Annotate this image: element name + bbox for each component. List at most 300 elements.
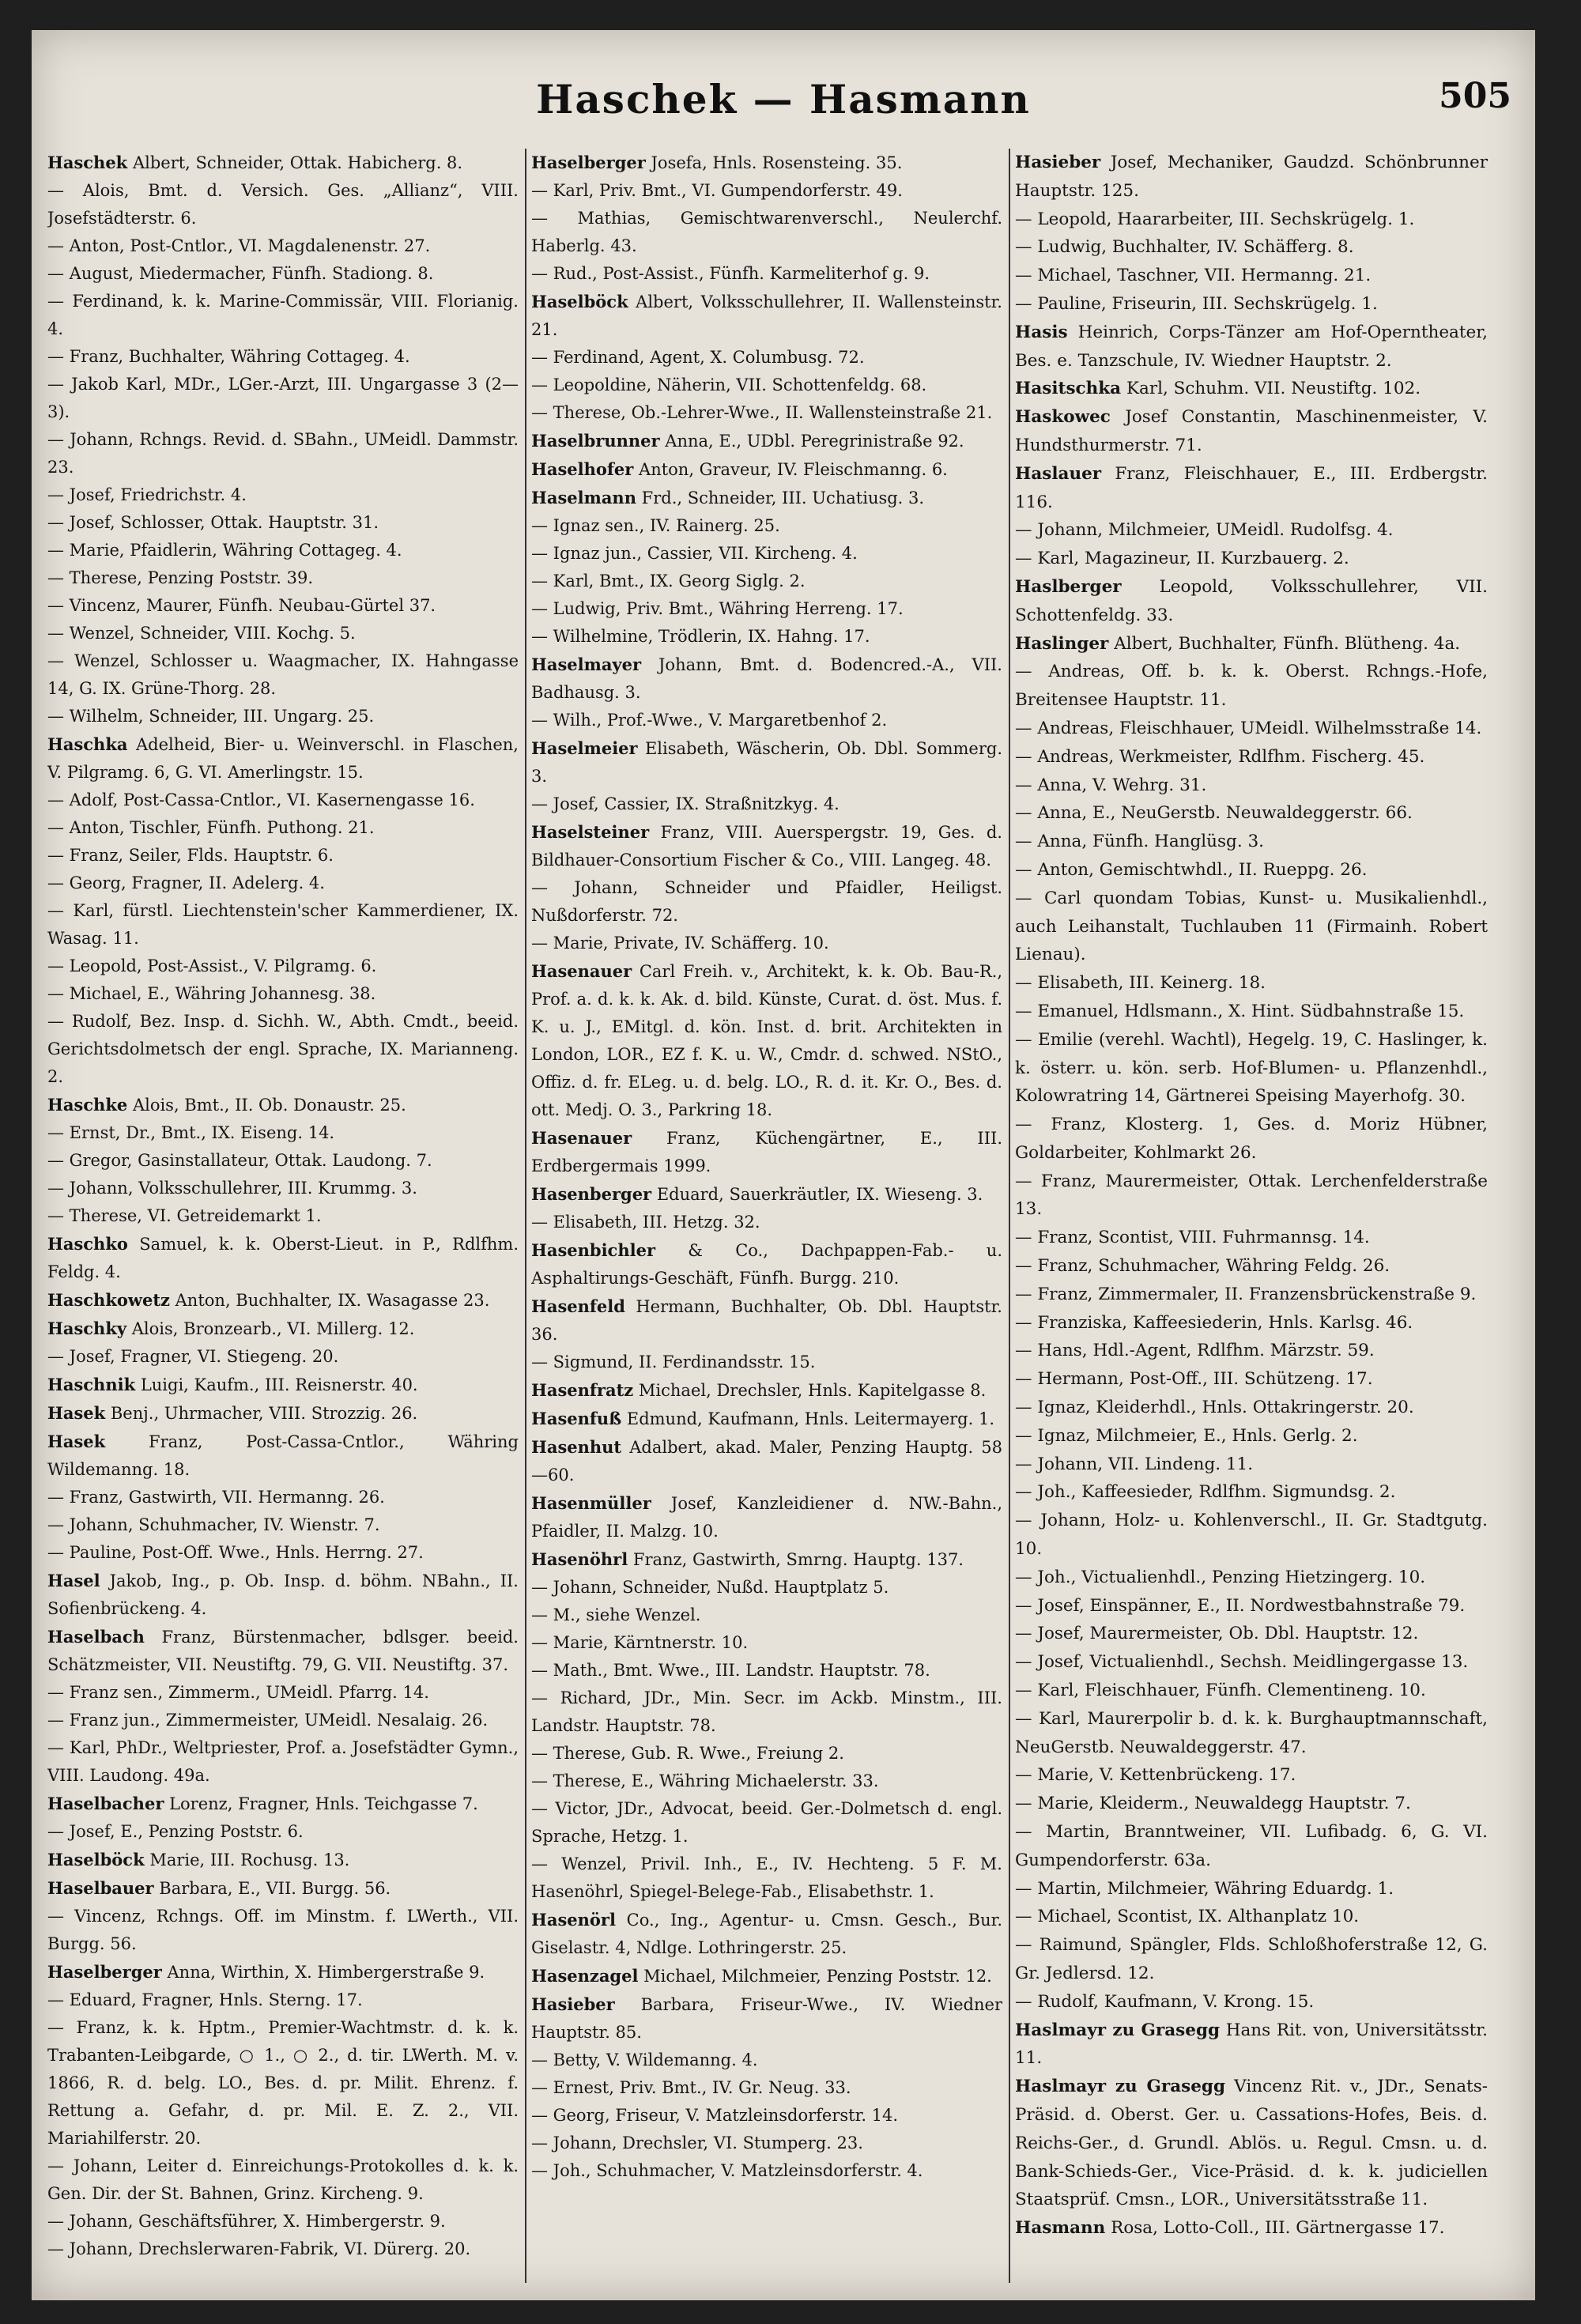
page-header: [32, 30, 1535, 125]
directory-entry: [531, 874, 1002, 930]
entry-text: — Johann, Rchngs. Revid. d. SBahn., UMeidl. Dammstr. 23.: [47, 430, 519, 477]
directory-entry: [1015, 1507, 1488, 1564]
directory-entry: [1015, 375, 1488, 403]
directory-entry: [47, 897, 519, 953]
directory-entry: [1015, 1564, 1488, 1592]
entry-text: — Georg, Fragner, II. Adelerg. 4.: [47, 873, 325, 892]
directory-entry: [47, 814, 519, 842]
entry-text: — Karl, Fleischhauer, Fünfh. Clementineng. 10.: [1015, 1681, 1426, 1701]
entry-surname: Hasenfratz: [531, 1380, 634, 1400]
directory-entry: [47, 1343, 519, 1371]
entry-surname: Hasenmüller: [531, 1493, 651, 1513]
entry-text: — Ignaz, Milchmeier, E., Hnls. Gerlg. 2.: [1015, 1425, 1358, 1446]
entry-surname: Hasenhut: [531, 1437, 622, 1457]
entry-text: — Mathias, Gemischtwarenverschl., Neulerchf. Haberlg. 43.: [531, 209, 1002, 255]
directory-entry: [531, 1906, 1002, 1962]
directory-entry: [1015, 743, 1488, 772]
column-divider: [1009, 149, 1010, 2283]
entry-text: — Karl, Bmt., IX. Georg Siglg. 2.: [531, 572, 806, 590]
entry-text: Rosa, Lotto-Coll., III. Gärtnergasse 17.: [1111, 2218, 1445, 2239]
entry-surname: Hasieber: [531, 1994, 615, 2014]
column-1: [47, 149, 519, 2287]
directory-entry: [531, 1685, 1002, 1740]
directory-entry: [531, 399, 1002, 427]
entry-surname: Hasenfuß: [531, 1409, 622, 1428]
entry-text: — Alois, Bmt. d. Versich. Ges. „Allianz“, VIII. Josefstädterstr. 6.: [47, 181, 519, 228]
entry-surname: Haselsteiner: [531, 822, 650, 842]
directory-entry: [531, 930, 1002, 957]
directory-entry: [1015, 1790, 1488, 1818]
entry-surname: Haslinger: [1015, 633, 1109, 654]
directory-entry: [531, 1236, 1002, 1292]
entry-text: Alois, Bmt., II. Ob. Donaustr. 25.: [132, 1096, 406, 1115]
directory-entry: [1015, 403, 1488, 460]
entry-text: — Emilie (verehl. Wachtl), Hegelg. 19, C. Haslinger, k. k. österr. u. kön. serb. Hof-Blumen- u. Pflanzenhdl., Kolowratring 14, Gärtnerei Speising Mayerhofg. 30.: [1015, 1029, 1488, 1107]
directory-entry: [531, 1349, 1002, 1376]
entry-surname: Hasenöhrl: [531, 1549, 628, 1569]
entry-text: — Vincenz, Rchngs. Off. im Minstm. f. LWerth., VII. Burgg. 56.: [47, 1907, 519, 1953]
entry-text: — Franz, Schuhmacher, Währing Feldg. 26.: [1015, 1256, 1390, 1277]
directory-entry: [531, 1768, 1002, 1795]
entry-text: — Ludwig, Priv. Bmt., Währing Herreng. 17.: [531, 599, 904, 618]
entry-surname: Haslberger: [1015, 576, 1122, 597]
directory-entry: [47, 1484, 519, 1511]
directory-entry: [47, 2235, 519, 2263]
entry-text: — Johann, Volksschullehrer, III. Krummg. 3.: [47, 1179, 417, 1198]
entry-text: Adalbert, akad. Maler, Penzing Hauptg. 58—60.: [531, 1438, 1002, 1485]
entry-text: — Johann, Leiter d. Einreichungs-Protokolles d. k. k. Gen. Dir. der St. Bahnen, Grinz. Kircheng. 9.: [47, 2156, 519, 2203]
directory-entry: [531, 344, 1002, 372]
entry-text: — Andreas, Off. b. k. k. Oberst. Rchngs.-Hofe, Breitensee Hauptstr. 11.: [1015, 662, 1488, 711]
entry-text: — Johann, Schneider und Pfaidler, Heiligst. Nußdorferstr. 72.: [531, 878, 1002, 925]
entry-text: Benj., Uhrmacher, VIII. Strozzig. 26.: [110, 1404, 418, 1423]
directory-entry: [47, 703, 519, 730]
entry-text: — Marie, Pfaidlerin, Währing Cottageg. 4.: [47, 541, 402, 560]
entry-text: — Josef, Einspänner, E., II. Nordwestbahnstraße 79.: [1015, 1595, 1466, 1616]
entry-text: — Joh., Kaffeesieder, Rdlfhm. Sigmundsg. 2.: [1015, 1482, 1396, 1503]
entry-text: Franz, Gastwirth, Smrng. Hauptg. 137.: [632, 1550, 964, 1569]
entry-text: Frd., Schneider, III. Uchatiusg. 3.: [641, 489, 925, 507]
entry-text: — Franz jun., Zimmermeister, UMeidl. Nesalaig. 26.: [47, 1711, 489, 1730]
directory-entry: [531, 540, 1002, 568]
entry-text: Hans Rit. von, Universitätsstr. 11.: [1015, 2020, 1488, 2069]
directory-entry: [47, 1399, 519, 1428]
entry-text: — Marie, Kärntnerstr. 10.: [531, 1633, 749, 1652]
directory-entry: [531, 1489, 1002, 1545]
entry-text: — Rudolf, Kaufmann, V. Krong. 15.: [1015, 1991, 1315, 2012]
directory-entry: [531, 1433, 1002, 1489]
entry-text: — Franz, Gastwirth, VII. Hermanng. 26.: [47, 1488, 385, 1507]
directory-entry: [1015, 1365, 1488, 1394]
entry-text: — Leopoldine, Näherin, VII. Schottenfeldg. 68.: [531, 375, 927, 394]
entry-text: — Anton, Tischler, Fünfh. Puthong. 21.: [47, 818, 375, 837]
column-2: [531, 149, 1002, 2287]
entry-text: Franz, Küchengärtner, E., III. Erdbergermais 1999.: [531, 1129, 1002, 1175]
directory-entry: [1015, 233, 1488, 262]
entry-surname: Hasenauer: [531, 1128, 632, 1148]
entry-surname: Haschke: [47, 1095, 128, 1115]
entry-text: — Ferdinand, Agent, X. Columbusg. 72.: [531, 348, 865, 367]
directory-entry: [47, 1371, 519, 1399]
entry-surname: Haselbauer: [47, 1878, 154, 1898]
entry-text: Michael, Drechsler, Hnls. Kapitelgasse 8.: [638, 1381, 987, 1400]
entry-text: — Ernest, Priv. Bmt., IV. Gr. Neug. 33.: [531, 2078, 851, 2097]
directory-entry: [531, 1180, 1002, 1209]
directory-entry: [531, 1740, 1002, 1768]
directory-entry: [47, 1147, 519, 1175]
directory-entry: [531, 1962, 1002, 1990]
directory-entry: [531, 177, 1002, 205]
directory-entry: [1015, 1988, 1488, 2017]
entry-text: Barbara, Friseur-Wwe., IV. Wiedner Hauptstr. 85.: [531, 1995, 1002, 2042]
entry-text: — Leopold, Post-Assist., V. Pilgramg. 6.: [47, 956, 377, 975]
directory-entry: [47, 232, 519, 260]
directory-entry: [531, 149, 1002, 177]
directory-entry: [47, 870, 519, 897]
entry-text: — Michael, Taschner, VII. Hermanng. 21.: [1015, 266, 1372, 286]
directory-entry: [531, 707, 1002, 734]
entry-text: — August, Miedermacher, Fünfh. Stadiong. 8.: [47, 264, 434, 283]
entry-text: — Wilhelmine, Trödlerin, IX. Hahng. 17.: [531, 627, 870, 646]
directory-entry: [531, 2102, 1002, 2130]
entry-text: — Franz, Klosterg. 1, Ges. d. Moriz Hübner, Goldarbeiter, Kohlmarkt 26.: [1015, 1115, 1488, 1163]
directory-entry: [1015, 1478, 1488, 1507]
directory-entry: [47, 1986, 519, 2014]
entry-text: — Michael, E., Währing Johannesg. 38.: [47, 984, 376, 1003]
entry-surname: Hasek: [47, 1432, 106, 1451]
entry-surname: Haselböck: [531, 292, 628, 311]
entry-text: — Math., Bmt. Wwe., III. Landstr. Hauptstr. 78.: [531, 1661, 930, 1680]
directory-entry: [47, 647, 519, 703]
entry-surname: Haslmayr zu Grasegg: [1015, 2077, 1225, 2097]
entry-surname: Haselhofer: [531, 459, 634, 479]
directory-entry: [47, 426, 519, 481]
entry-surname: Haselberger: [47, 1962, 162, 1982]
entry-surname: Hasenauer: [531, 961, 632, 981]
entry-text: — Ludwig, Buchhalter, IV. Schäfferg. 8.: [1015, 237, 1354, 258]
directory-entry: [47, 1790, 519, 1818]
directory-entry: [1015, 630, 1488, 658]
directory-entry: [1015, 516, 1488, 545]
entry-text: — Elisabeth, III. Keinerg. 18.: [1015, 973, 1266, 994]
directory-entry: [47, 1230, 519, 1286]
directory-entry: [531, 1405, 1002, 1433]
entry-surname: Haselbrunner: [531, 431, 660, 451]
directory-entry: [47, 2014, 519, 2152]
entry-text: — Johann, Drechslerwaren-Fabrik, VI. Dürerg. 20.: [47, 2239, 471, 2258]
directory-entry: [1015, 206, 1488, 234]
entry-surname: Hasmann: [1015, 2218, 1106, 2239]
entry-text: — Anton, Gemischtwhdl., II. Rueppg. 26.: [1015, 859, 1368, 880]
directory-entry: [531, 790, 1002, 818]
entry-text: — Ignaz, Kleiderhdl., Hnls. Ottakringerstr. 20.: [1015, 1398, 1414, 1418]
entry-text: Albert, Schneider, Ottak. Habicherg. 8.: [132, 153, 463, 172]
entry-text: — Leopold, Haararbeiter, III. Sechskrügelg. 1.: [1015, 209, 1415, 229]
directory-entry: [1015, 1026, 1488, 1111]
directory-entry: [47, 1567, 519, 1623]
directory-entry: [47, 177, 519, 232]
directory-entry: [531, 1990, 1002, 2047]
entry-text: — Franz, k. k. Hptm., Premier-Wachtmstr. d. k. k. Trabanten-Leibgarde, ○ 1., ○ 2., d. tir. LWerth. M. v. 1866, R. d. belg. LO., Bes. d. pr. Milit. Ehrenz. f. Rettung a. Gefahr, d. pr. Mil. E. Z. 2., VII. Mariahilferstr. 20.: [47, 2018, 519, 2148]
entry-text: — Rudolf, Bez. Insp. d. Sichh. W., Abth. Cmdt., beeid. Gerichtsdolmetsch der engl. Sprache, IX. Marianneng. 2.: [47, 1012, 519, 1086]
entry-surname: Hasenzagel: [531, 1966, 639, 1986]
directory-entry: [531, 372, 1002, 399]
entry-text: — Johann, Milchmeier, UMeidl. Rudolfsg. 4.: [1015, 520, 1394, 541]
entry-text: — Adolf, Post-Cassa-Cntlor., VI. Kasernengasse 16.: [47, 790, 475, 809]
directory-entry: [47, 1119, 519, 1147]
directory-entry: [47, 1315, 519, 1343]
directory-entry: [1015, 1168, 1488, 1224]
directory-entry: [1015, 1337, 1488, 1365]
directory-entry: [531, 595, 1002, 623]
directory-entry: [531, 2130, 1002, 2157]
entry-text: — Elisabeth, III. Hetzg. 32.: [531, 1213, 760, 1232]
entry-text: Samuel, k. k. Oberst-Lieut. in P., Rdlfhm. Feldg. 4.: [47, 1235, 519, 1281]
entry-text: Albert, Buchhalter, Fünfh. Blütheng. 4a.: [1114, 633, 1461, 654]
directory-entry: [47, 1707, 519, 1734]
directory-entry: [47, 481, 519, 509]
directory-entry: [47, 842, 519, 870]
entry-text: — Wilhelm, Schneider, III. Ungarg. 25.: [47, 707, 375, 726]
entry-text: — Karl, fürstl. Liechtenstein'scher Kammerdiener, IX. Wasag. 11.: [47, 901, 519, 948]
directory-entry: [531, 651, 1002, 707]
entry-text: — Johann, Drechsler, VI. Stumperg. 23.: [531, 2133, 863, 2152]
entry-text: & Co., Dachpappen-Fab.- u. Asphaltirungs-Geschäft, Fünfh. Burgg. 210.: [531, 1241, 1002, 1288]
entry-text: — Carl quondam Tobias, Kunst- u. Musikalienhdl., auch Leihanstalt, Tuchlauben 11 (Firmainh. Robert Lienau).: [1015, 888, 1488, 965]
entry-surname: Haskowec: [1015, 407, 1111, 428]
directory-entry: [1015, 1592, 1488, 1620]
directory-entry: [1015, 715, 1488, 743]
entry-text: — Ignaz jun., Cassier, VII. Kircheng. 4.: [531, 544, 858, 563]
directory-entry: [531, 1545, 1002, 1574]
entry-surname: Hasel: [47, 1571, 100, 1590]
directory-entry: [1015, 460, 1488, 517]
entry-text: — Franz, Seiler, Flds. Hauptstr. 6.: [47, 846, 334, 865]
directory-entry: [1015, 1451, 1488, 1479]
entry-surname: Haslauer: [1015, 463, 1102, 484]
entry-text: — Wenzel, Schneider, VIII. Kochg. 5.: [47, 624, 356, 643]
entry-text: Co., Ing., Agentur- u. Cmsn. Gesch., Bur. Giselastr. 4, Ndlge. Lothringerstr. 25.: [531, 1911, 1002, 1957]
directory-entry: [1015, 1422, 1488, 1451]
entry-text: — Therese, Ob.-Lehrer-Wwe., II. Wallensteinstraße 21.: [531, 403, 993, 422]
directory-entry: [47, 537, 519, 564]
entry-text: Vincenz Rit. v., JDr., Senats-Präsid. d. Oberst. Ger. u. Cassations-Hofes, Beis. d. Reichs-Ger., d. Grundl. Ablös. u. Regul. Cmsn. u. d. Bank-Schieds-Ger., Vice-Präsid. d. k. k. judiciellen Staatsprüf. Cmsn., LOR., Universitätsstraße 11.: [1015, 2077, 1488, 2210]
directory-entry: [1015, 1761, 1488, 1790]
running-title: Haschek — Hasmann: [536, 76, 1031, 123]
directory-entry: [47, 1511, 519, 1539]
directory-entry: [531, 2074, 1002, 2102]
entry-surname: Haslmayr zu Grasegg: [1015, 2020, 1221, 2040]
entry-text: — Ferdinand, k. k. Marine-Commissär, VIII. Florianig. 4.: [47, 292, 519, 338]
directory-entry: [1015, 1111, 1488, 1168]
directory-entry: [1015, 1875, 1488, 1903]
directory-entry: [47, 1539, 519, 1567]
directory-entry: [531, 623, 1002, 651]
entry-text: Josef Constantin, Maschinenmeister, V. Hundsthurmerstr. 71.: [1015, 407, 1488, 455]
directory-entry: [47, 1202, 519, 1230]
directory-entry: [47, 1903, 519, 1958]
directory-entry: [1015, 1252, 1488, 1281]
entry-surname: Haselmayer: [531, 655, 642, 674]
entry-text: — Anna, V. Wehrg. 31.: [1015, 775, 1207, 795]
entry-text: Anton, Graveur, IV. Fleischmanng. 6.: [639, 460, 948, 479]
entry-text: Franz, VIII. Auerspergstr. 19, Ges. d. Bildhauer-Consortium Fischer & Co., VIII. Langeg. 48.: [531, 823, 1002, 870]
entry-surname: Haschka: [47, 734, 128, 754]
directory-entry: [531, 1795, 1002, 1851]
entry-text: — Wenzel, Schlosser u. Waagmacher, IX. Hahngasse 14, G. IX. Grüne-Thorg. 28.: [47, 651, 519, 698]
directory-entry: [531, 427, 1002, 455]
directory-entry: [47, 1286, 519, 1315]
entry-surname: Haselbach: [47, 1627, 145, 1647]
entry-text: — Johann, Schneider, Nußd. Hauptplatz 5.: [531, 1578, 889, 1597]
entry-text: Eduard, Sauerkräutler, IX. Wieseng. 3.: [656, 1185, 983, 1204]
directory-entry: [531, 2157, 1002, 2185]
entry-text: Heinrich, Corps-Tänzer am Hof-Operntheater, Bes. e. Tanzschule, IV. Wiedner Hauptstr. 2.: [1015, 322, 1488, 371]
directory-entry: [1015, 828, 1488, 856]
entry-text: — Therese, Penzing Poststr. 39.: [47, 568, 314, 587]
entry-surname: Haselberger: [531, 153, 646, 172]
directory-entry: [1015, 1281, 1488, 1309]
entry-text: — Joh., Schuhmacher, V. Matzleinsdorferstr. 4.: [531, 2161, 923, 2180]
entry-surname: Haselmann: [531, 488, 636, 507]
entry-text: — Richard, JDr., Min. Secr. im Ackb. Minstm., III. Landstr. Hauptstr. 78.: [531, 1688, 1002, 1735]
entry-surname: Haselmeier: [531, 738, 638, 758]
entry-text: — Vincenz, Maurer, Fünfh. Neubau-Gürtel 37.: [47, 596, 436, 615]
entry-text: Anton, Buchhalter, IX. Wasagasse 23.: [175, 1291, 490, 1310]
entry-text: — Andreas, Fleischhauer, UMeidl. Wilhelmsstraße 14.: [1015, 718, 1482, 738]
entry-text: — Josef, E., Penzing Poststr. 6.: [47, 1822, 304, 1841]
entry-text: Edmund, Kaufmann, Hnls. Leitermayerg. 1.: [626, 1409, 994, 1428]
entry-text: — Wilh., Prof.-Wwe., V. Margaretbenhof 2.: [531, 711, 888, 730]
directory-entry: [1015, 658, 1488, 715]
directory-entry: [1015, 885, 1488, 969]
entry-text: — Karl, Priv. Bmt., VI. Gumpendorferstr. 49.: [531, 181, 903, 200]
entry-text: — Betty, V. Wildemanng. 4.: [531, 2050, 758, 2069]
entry-text: — Michael, Scontist, IX. Althanplatz 10.: [1015, 1907, 1360, 1927]
entry-text: — Ernst, Dr., Bmt., IX. Eiseng. 14.: [47, 1123, 335, 1142]
entry-text: — Emanuel, Hdlsmann., X. Hint. Südbahnstraße 15.: [1015, 1001, 1465, 1021]
entry-surname: Hasenfeld: [531, 1296, 625, 1316]
directory-entry: [1015, 1394, 1488, 1422]
directory-entry: [1015, 1903, 1488, 1931]
directory-entry: [47, 592, 519, 620]
directory-entry: [47, 1008, 519, 1091]
entry-text: — Marie, V. Kettenbrückeng. 17.: [1015, 1765, 1296, 1786]
directory-entry: [47, 564, 519, 592]
entry-text: — Therese, E., Währing Michaelerstr. 33.: [531, 1771, 879, 1790]
directory-entry: [531, 1124, 1002, 1180]
entry-text: — Jakob Karl, MDr., LGer.-Arzt, III. Ungargasse 3 (2—3).: [47, 375, 519, 421]
column-divider: [525, 149, 526, 2283]
directory-entry: [531, 1657, 1002, 1685]
entry-surname: Hasis: [1015, 322, 1068, 342]
entry-text: — Josef, Fragner, VI. Stiegeng. 20.: [47, 1347, 339, 1366]
entry-text: — Martin, Milchmeier, Währing Eduardg. 1.: [1015, 1878, 1394, 1899]
entry-text: Franz, Post-Cassa-Cntlor., Währing Wildemanng. 18.: [47, 1432, 519, 1479]
directory-entry: [531, 1376, 1002, 1405]
entry-surname: Haschky: [47, 1319, 127, 1338]
entry-text: — Rud., Post-Assist., Fünfh. Karmeliterhof g. 9.: [531, 264, 930, 283]
directory-entry: [47, 1734, 519, 1790]
entry-surname: Hasenbichler: [531, 1240, 656, 1260]
directory-entry: [531, 205, 1002, 260]
entry-surname: Haschkowetz: [47, 1290, 170, 1310]
entry-text: — Raimund, Spängler, Flds. Schloßhoferstraße 12, G. Gr. Jedlersd. 12.: [1015, 1935, 1488, 1983]
directory-entry: [1015, 545, 1488, 573]
entry-surname: Hasieber: [1015, 153, 1101, 172]
entry-text: — Johann, Holz- u. Kohlenverschl., II. Gr. Stadtgutg. 10.: [1015, 1511, 1488, 1560]
entry-text: — Hans, Hdl.-Agent, Rdlfhm. Märzstr. 59.: [1015, 1341, 1375, 1361]
entry-surname: Hasek: [47, 1403, 106, 1423]
directory-entry: [531, 1209, 1002, 1236]
directory-entry: [47, 509, 519, 537]
entry-text: — Franz, Scontist, VIII. Fuhrmannsg. 14.: [1015, 1228, 1370, 1248]
entry-text: — Sigmund, II. Ferdinandsstr. 15.: [531, 1353, 816, 1371]
entry-surname: Haselbacher: [47, 1794, 164, 1813]
directory-entry: [47, 1679, 519, 1707]
directory-entry: [1015, 1818, 1488, 1875]
directory-entry: [1015, 262, 1488, 290]
entry-text: — Karl, Maurerpolir b. d. k. k. Burghauptmannschaft, NeuGerstb. Neuwaldeggerstr. 47.: [1015, 1708, 1488, 1757]
entry-text: — Franziska, Kaffeesiederin, Hnls. Karlsg. 46.: [1015, 1312, 1413, 1333]
entry-surname: Hasenörl: [531, 1910, 616, 1930]
directory-entry: [47, 1428, 519, 1484]
entry-text: — Franz sen., Zimmerm., UMeidl. Pfarrg. 14.: [47, 1683, 429, 1702]
entry-text: — Martin, Branntweiner, VII. Lufibadg. 6, G. VI. Gumpendorferstr. 63a.: [1015, 1822, 1488, 1870]
directory-entry: [47, 371, 519, 426]
entry-surname: Haschnik: [47, 1375, 136, 1394]
entry-text: — Anna, Fünfh. Hanglüsg. 3.: [1015, 832, 1265, 852]
directory-entry: [531, 1292, 1002, 1349]
entry-text: Leopold, Volksschullehrer, VII. Schottenfeldg. 33.: [1015, 576, 1488, 625]
entry-text: — Anna, E., NeuGerstb. Neuwaldeggerstr. 66.: [1015, 803, 1413, 824]
entry-text: — Victor, JDr., Advocat, beeid. Ger.-Dolmetsch d. engl. Sprache, Hetzg. 1.: [531, 1799, 1002, 1846]
directory-entry: [1015, 1705, 1488, 1762]
entry-text: — M., siehe Wenzel.: [531, 1605, 701, 1624]
directory-entry: [1015, 573, 1488, 630]
directory-entry: [1015, 772, 1488, 800]
entry-text: Luigi, Kaufm., III. Reisnerstr. 40.: [140, 1375, 418, 1394]
directory-entry: [47, 1175, 519, 1202]
entry-text: Josef, Kanzleidiener d. NW.-Bahn., Pfaidler, II. Malzg. 10.: [531, 1494, 1002, 1541]
entry-text: — Josef, Friedrichstr. 4.: [47, 485, 247, 504]
entry-text: Barbara, E., VII. Burgg. 56.: [159, 1879, 391, 1898]
entry-text: — Franz, Zimmermaler, II. Franzensbrückenstraße 9.: [1015, 1284, 1477, 1304]
directory-entry: [47, 1623, 519, 1679]
directory-entry: [47, 1874, 519, 1903]
directory-entry: [1015, 969, 1488, 998]
directory-entry: [1015, 1309, 1488, 1337]
page-number: 505: [1439, 76, 1511, 116]
entry-text: — Eduard, Fragner, Hnls. Sterng. 17.: [47, 1990, 363, 2009]
directory-entry: [47, 953, 519, 980]
directory-entry: [47, 980, 519, 1008]
directory-entry: [47, 1846, 519, 1874]
entry-surname: Haselböck: [47, 1850, 145, 1869]
entry-surname: Haschko: [47, 1234, 128, 1254]
entry-text: — Franz, Maurermeister, Ottak. Lerchenfelderstraße 13.: [1015, 1171, 1488, 1220]
entry-text: — Marie, Private, IV. Schäfferg. 10.: [531, 934, 829, 953]
entry-text: Adelheid, Bier- u. Weinverschl. in Flaschen, V. Pilgramg. 6, G. VI. Amerlingstr. 15.: [47, 735, 519, 782]
entry-text: — Josef, Cassier, IX. Straßnitzkyg. 4.: [531, 794, 840, 813]
entry-text: — Franz, Buchhalter, Währing Cottageg. 4.: [47, 347, 410, 366]
entry-surname: Haschek: [47, 153, 128, 172]
entry-text: — Therese, Gub. R. Wwe., Freiung 2.: [531, 1744, 844, 1763]
directory-entry: [1015, 1677, 1488, 1705]
entry-text: Josefa, Hnls. Rosensteing. 35.: [651, 153, 903, 172]
directory-entry: [1015, 998, 1488, 1026]
entry-text: — Johann, VII. Lindeng. 11.: [1015, 1454, 1254, 1474]
